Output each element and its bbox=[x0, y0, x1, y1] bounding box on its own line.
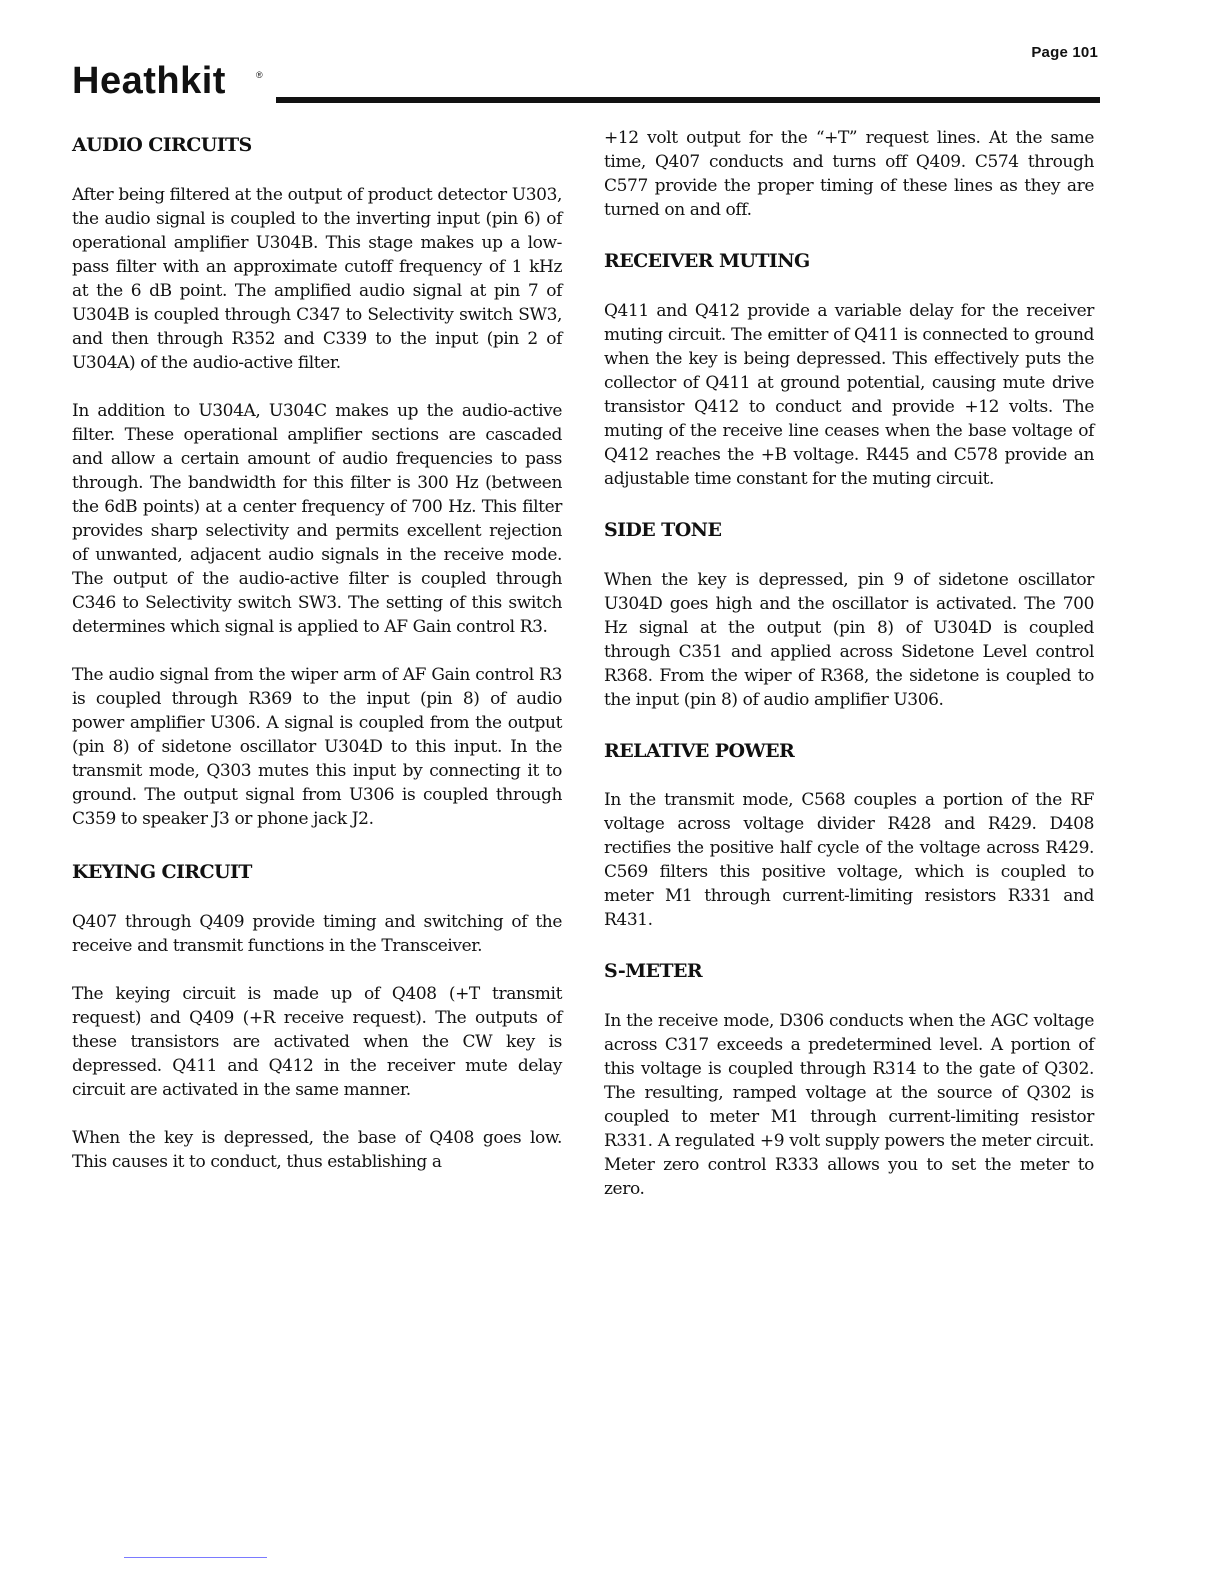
section-heading-receiver-muting: RECEIVER MUTING bbox=[604, 250, 810, 272]
paragraph: When the key is depressed, pin 9 of sidetone oscillator U304D goes high and the oscillator is activated. The 700 Hz signal at the output (pin 8) of U304D is coupled through C351 and applied across Sidetone Level control R368. From the wiper of R368, the sidetone is coupled to the input (pin 8) of audio amplifier U306. bbox=[604, 569, 1094, 710]
section-heading-s-meter: S-METER bbox=[604, 960, 703, 983]
right-column bbox=[604, 126, 1094, 1225]
paragraph: When the key is depressed, the base of Q408 goes low. This causes it to conduct, thus establishing a bbox=[72, 1127, 562, 1172]
section-heading-relative-power: RELATIVE POWER bbox=[604, 739, 795, 762]
section-heading-side-tone: SIDE TONE bbox=[604, 518, 722, 541]
paragraph: In addition to U304A, U304C makes up the audio-active filter. These operational amplifier sections are cascaded and allow a certain amount of audio frequencies to pass through. The bandwidth for this filter is 300 Hz (between the 6dB points) at a center frequency of 700 Hz. This filter provides sharp selectivity and permits excellent rejection of unwanted, adjacent audio signals in the receive mode. The output of the audio-active filter is coupled through C346 to Selectivity switch SW3. The setting of this switch determines which signal is applied to AF Gain control R3. bbox=[72, 400, 562, 637]
section-receiver-muting bbox=[604, 250, 1094, 491]
header-rule bbox=[276, 97, 1100, 103]
paragraph: After being filtered at the output of product detector U303, the audio signal is coupled to the inverting input (pin 6) of operational amplifier U304B. This stage makes up a low-pass filter with an approximate cutoff frequency of 1 kHz at the 6 dB point. The amplified audio signal at pin 7 of U304B is coupled through C347 to Selectivity switch SW3, and then through R352 and C339 to the input (pin 2 of U304A) of the audio-active filter. bbox=[72, 184, 562, 373]
section-relative-power bbox=[604, 740, 1094, 933]
continuation-paragraph: +12 volt output for the “+T” request lines. At the same time, Q407 conducts and turns off Q409. C574 through C577 provide the proper timing of these lines as they are turned on and off. bbox=[604, 128, 1094, 220]
paragraph: Q411 and Q412 provide a variable delay for the receiver muting circuit. The emitter of Q411 is connected to ground when the key is being depressed. This effectively puts the collector of Q411 at ground potential, causing mute drive transistor Q412 to conduct and provide +12 volts. The muting of the receive line ceases when the base voltage of Q412 reaches the +B voltage. R445 and C578 provide an adjustable time constant for the muting circuit. bbox=[604, 300, 1094, 489]
footer-line bbox=[124, 1557, 267, 1558]
paragraph: In the receive mode, D306 conducts when the AGC voltage across C317 exceeds a predetermined level. A portion of this voltage is coupled through R314 to the gate of Q302. The resulting, ramped voltage at the source of Q302 is coupled to meter M1 through current-limiting resistor R331. A regulated +9 volt supply powers the meter circuit. Meter zero control R333 allows you to set the meter to zero. bbox=[604, 1011, 1094, 1200]
paragraph: The keying circuit is made up of Q408 (+T transmit request) and Q409 (+R receive request). The outputs of these transistors are activated when the CW key is depressed. Q411 and Q412 in the receiver mute delay circuit are activated in the same manner. bbox=[72, 983, 562, 1100]
section-heading-audio-circuits: AUDIO CIRCUITS bbox=[72, 134, 252, 156]
page-number: Page 101 bbox=[1031, 44, 1098, 61]
paragraph: In the transmit mode, C568 couples a portion of the RF voltage across voltage divider R428 and R429. D408 rectifies the positive half cycle of the voltage across R429. C569 filters this positive voltage, which is coupled to meter M1 through current-limiting resistors R331 and R431. bbox=[604, 790, 1094, 931]
paragraph: Q407 through Q409 provide timing and switching of the receive and transmit functions in the Transceiver. bbox=[72, 911, 562, 956]
brand-logo: Heathkit bbox=[72, 60, 226, 102]
section-side-tone bbox=[604, 519, 1094, 712]
section-heading-keying-circuit: KEYING CIRCUIT bbox=[72, 860, 252, 883]
registered-mark: ® bbox=[256, 70, 263, 80]
left-column bbox=[72, 126, 562, 1198]
section-s-meter bbox=[604, 960, 1094, 1201]
paragraph: The audio signal from the wiper arm of AF Gain control R3 is coupled through R369 to the input (pin 8) of audio power amplifier U306. A signal is coupled from the output (pin 8) of sidetone oscillator U304D to this input. In the transmit mode, Q303 mutes this input by connecting it to ground. The output signal from U306 is coupled through C359 to speaker J3 or phone jack J2. bbox=[72, 664, 562, 829]
